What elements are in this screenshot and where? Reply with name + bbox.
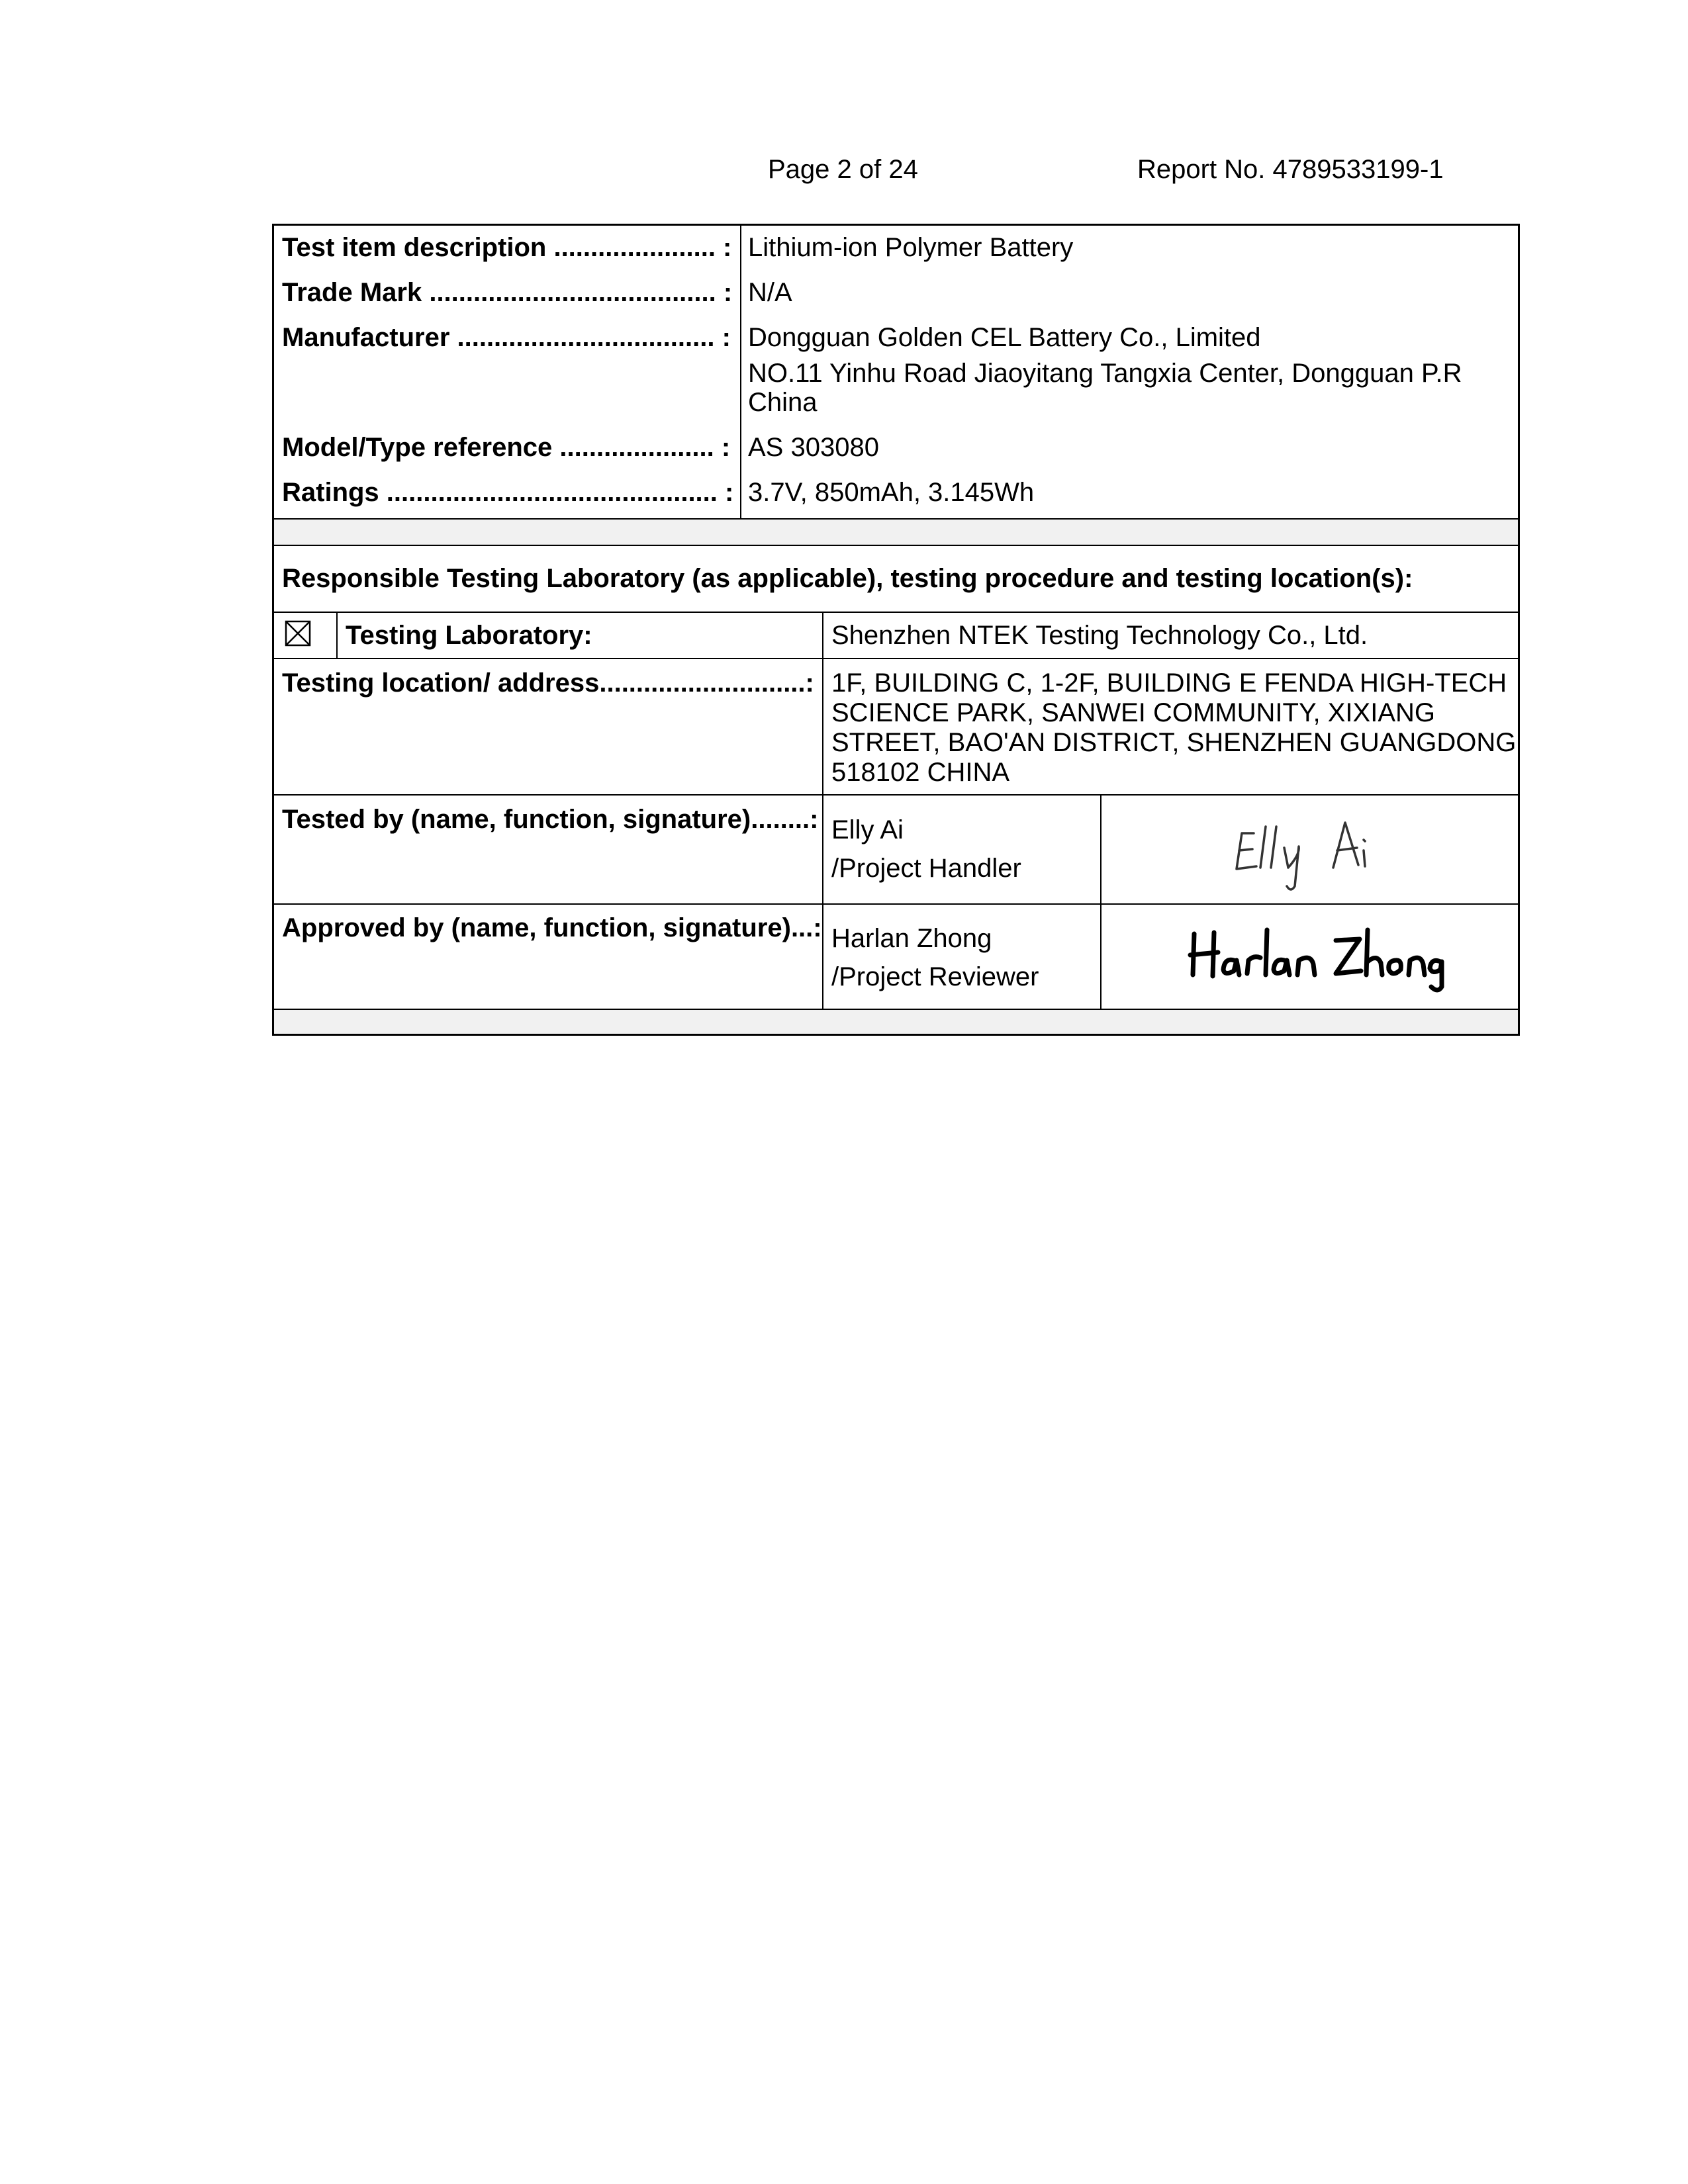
testing-location-line-3: STREET, BAO'AN DISTRICT, SHENZHEN GUANGDONG (831, 728, 1517, 757)
testing-location-line-4: 518102 CHINA (831, 758, 1010, 787)
testing-location-line-2: SCIENCE PARK, SANWEI COMMUNITY, XIXIANG (831, 698, 1435, 727)
approved-by-name: Harlan Zhong (831, 924, 992, 953)
test-item-description-label: Test item description ...................... : (282, 233, 732, 262)
report-table (272, 224, 1520, 1036)
tested-by-label: Tested by (name, function, signature)........: (282, 805, 819, 834)
test-item-description-value: Lithium-ion Polymer Battery (748, 233, 1074, 262)
model-type-value: AS 303080 (748, 433, 879, 462)
testing-location-label: Testing location/ address............................: (282, 668, 814, 698)
ratings-label: Ratings ............................................. : (282, 478, 734, 507)
spacer-row-bottom (274, 1010, 1518, 1034)
model-type-label: Model/Type reference ..................... : (282, 433, 731, 462)
testing-laboratory-label: Testing Laboratory: (346, 621, 592, 650)
trade-mark-label: Trade Mark ....................................... : (282, 278, 733, 307)
ratings-value: 3.7V, 850mAh, 3.145Wh (748, 478, 1035, 507)
tested-by-role: /Project Handler (831, 854, 1021, 883)
manufacturer-address-line-2: China (748, 388, 818, 417)
lab-section-title: Responsible Testing Laboratory (as applicable), testing procedure and testing location(s): (282, 564, 1413, 593)
testing-location-line-1: 1F, BUILDING C, 1-2F, BUILDING E FENDA HIGH-TECH (831, 668, 1507, 698)
page-number: Page 2 of 24 (768, 155, 918, 184)
manufacturer-label: Manufacturer ................................... : (282, 323, 731, 352)
spacer-row (274, 520, 1518, 545)
tested-by-signature (1227, 808, 1399, 894)
report-number: Report No. 4789533199-1 (1137, 155, 1444, 184)
tested-by-name: Elly Ai (831, 815, 904, 844)
manufacturer-address-line-1: NO.11 Yinhu Road Jiaoyitang Tangxia Center, Dongguan P.R (748, 359, 1462, 388)
approved-by-signature (1181, 914, 1446, 993)
trade-mark-value: N/A (748, 278, 792, 307)
approved-by-label: Approved by (name, function, signature)...: (282, 913, 822, 942)
checkbox-checked-icon[interactable] (285, 620, 314, 649)
manufacturer-name: Dongguan Golden CEL Battery Co., Limited (748, 323, 1261, 352)
approved-by-role: /Project Reviewer (831, 962, 1039, 991)
testing-laboratory-value: Shenzhen NTEK Testing Technology Co., Ltd. (831, 621, 1368, 650)
